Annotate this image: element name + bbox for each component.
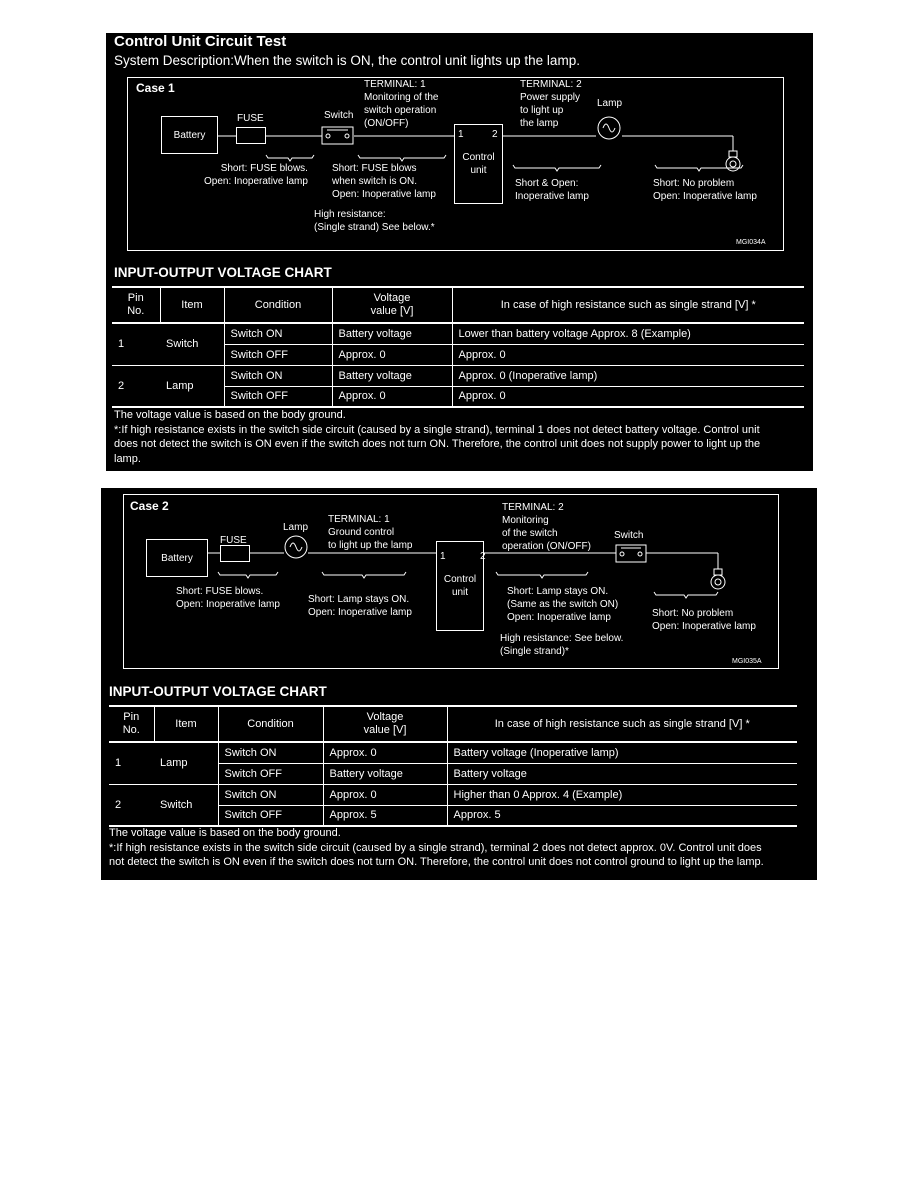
footnote-line: The voltage value is based on the body ground. [114, 409, 346, 421]
table-row [109, 784, 797, 805]
high-resistance-cell: Approx. 0 [452, 344, 804, 365]
case2-panel [101, 488, 817, 880]
fuse-label: FUSE [237, 113, 264, 124]
item-cell: Lamp [154, 742, 218, 784]
mid-note [507, 585, 618, 624]
case2-diagram [123, 494, 779, 669]
high-resistance-line: (Single strand)* [500, 646, 569, 657]
lamp-label: Lamp [283, 522, 309, 533]
page-title: Control Unit Circuit Test [114, 33, 287, 50]
high-resistance-cell: Approx. 5 [447, 805, 797, 826]
header-condition: Condition [224, 287, 332, 323]
mid-note-line: Short & Open: [515, 178, 579, 189]
control-unit-label: Control [462, 152, 495, 163]
footnote-line: lamp. [114, 452, 141, 465]
terminal1-line: TERMINAL: 1 [364, 79, 426, 90]
pin-cell: 1 [109, 742, 154, 784]
switch-note-line: when switch is ON. [332, 176, 418, 187]
switch-label: Switch [324, 110, 354, 121]
terminal1-block [364, 78, 439, 130]
case1-diagram [127, 77, 784, 251]
fuse-note-line: Short: FUSE blows. [176, 586, 264, 597]
high-resistance-note [500, 632, 623, 658]
pin-cell: 2 [112, 365, 160, 407]
mid-note-line: Short: Lamp stays ON. [507, 586, 609, 597]
control-unit-label: unit [470, 165, 487, 176]
footnote-line: *:If high resistance exists in the switch side circuit (caused by a single strand), terminal 1 does not detect battery voltage. Control unit [114, 423, 760, 436]
high-resistance-line: (Single strand) See below.* [314, 222, 435, 233]
terminal2-line: TERMINAL: 2 [502, 502, 564, 513]
voltage-cell: Battery voltage [332, 365, 452, 386]
pin-1-label: 1 [458, 129, 464, 140]
pin-cell: 2 [109, 784, 154, 826]
switch-label: Switch [614, 530, 644, 541]
lamp-note-line: Open: Inoperative lamp [308, 607, 412, 618]
terminal1-line: Ground control [328, 527, 395, 538]
battery-box: Battery [146, 539, 208, 577]
right-note-line: Short: No problem [652, 608, 734, 619]
fuse-symbol [220, 545, 250, 562]
control-unit-label: unit [451, 587, 469, 598]
header-pin: Pin No. [109, 706, 154, 742]
condition-cell: Switch ON [224, 323, 332, 344]
voltage-cell: Approx. 0 [332, 386, 452, 407]
lamp-note-line: Short: Lamp stays ON. [308, 594, 410, 605]
figure-code: MGI035A [732, 658, 762, 665]
terminal2-block [520, 78, 582, 130]
case2-footnote [109, 826, 809, 870]
table-row [112, 323, 804, 344]
header-high-resistance: In case of high resistance such as single strand [V] * [447, 706, 797, 742]
chart-heading: INPUT-OUTPUT VOLTAGE CHART [114, 265, 332, 280]
lamp-label: Lamp [597, 98, 623, 109]
battery-box: Battery [161, 116, 218, 154]
terminal1-line: TERMINAL: 1 [328, 514, 390, 525]
system-description: System Description:When the switch is ON, the control unit lights up the lamp. [114, 53, 580, 68]
mid-note-line: Inoperative lamp [515, 191, 589, 202]
high-resistance-cell: Battery voltage [447, 763, 797, 784]
header-pin: Pin No. [112, 287, 160, 323]
voltage-cell: Approx. 0 [323, 742, 447, 763]
fuse-note-line: Open: Inoperative lamp [176, 599, 280, 610]
condition-cell: Switch OFF [218, 805, 323, 826]
header-high-resistance: In case of high resistance such as single strand [V] * [452, 287, 804, 323]
voltage-chart-table [112, 286, 804, 408]
table-header-row [112, 287, 804, 323]
footnote-line: not detect the switch is ON even if the switch does not turn ON. Therefore, the control unit does not control ground to light up the lamp. [109, 856, 764, 868]
condition-cell: Switch OFF [224, 386, 332, 407]
case1-panel [106, 33, 813, 471]
terminal1-line: Monitoring of the [364, 92, 439, 103]
switch-note-line: Open: Inoperative lamp [332, 189, 436, 200]
case1-label: Case 1 [136, 81, 175, 95]
fuse-note [176, 585, 280, 611]
fuse-note-line: Short: FUSE blows. [220, 163, 308, 174]
header-item: Item [160, 287, 224, 323]
terminal1-line: (ON/OFF) [364, 118, 409, 129]
high-resistance-cell: Battery voltage (Inoperative lamp) [447, 742, 797, 763]
footnote-line: The voltage value is based on the body ground. [109, 827, 341, 839]
high-resistance-cell: Approx. 0 [452, 386, 804, 407]
pin-2-label: 2 [492, 129, 498, 140]
pin-1-label: 1 [440, 551, 446, 562]
pin-cell: 1 [112, 323, 160, 365]
voltage-cell: Battery voltage [332, 323, 452, 344]
table-row [112, 365, 804, 386]
figure-code: MGI034A [736, 239, 766, 246]
condition-cell: Switch OFF [218, 763, 323, 784]
fuse-note [204, 162, 308, 188]
high-resistance-line: High resistance: See below. [500, 633, 624, 644]
terminal2-line: Monitoring [502, 515, 549, 526]
fuse-note-line: Open: Inoperative lamp [204, 176, 308, 187]
switch-note [332, 162, 436, 201]
header-condition: Condition [218, 706, 323, 742]
right-note-line: Open: Inoperative lamp [653, 191, 757, 202]
case2-label: Case 2 [130, 499, 169, 513]
terminal1-block [328, 513, 413, 552]
condition-cell: Switch ON [218, 742, 323, 763]
condition-cell: Switch ON [224, 365, 332, 386]
footnote-line: *:If high resistance exists in the switch side circuit (caused by a single strand), terminal 2 does not detect approx. 0V. Control unit does [109, 841, 762, 854]
mid-note-line: Open: Inoperative lamp [507, 612, 611, 623]
condition-cell: Switch OFF [224, 344, 332, 365]
terminal1-line: switch operation [364, 105, 437, 116]
high-resistance-note [314, 208, 435, 234]
case1-footnote [114, 408, 809, 466]
switch-note-line: Short: FUSE blows [332, 163, 417, 174]
item-cell: Lamp [160, 365, 224, 407]
header-item: Item [154, 706, 218, 742]
high-resistance-cell: Higher than 0 Approx. 4 (Example) [447, 784, 797, 805]
voltage-cell: Battery voltage [323, 763, 447, 784]
control-unit-label: Control [443, 574, 477, 585]
right-note [653, 177, 757, 203]
terminal2-line: TERMINAL: 2 [520, 79, 582, 90]
right-note-line: Short: No problem [653, 178, 735, 189]
table-header-row [109, 706, 797, 742]
high-resistance-cell: Lower than battery voltage Approx. 8 (Example) [452, 323, 804, 344]
header-voltage: Voltage value [V] [332, 287, 452, 323]
terminal2-line: operation (ON/OFF) [502, 541, 591, 552]
footnote-line: does not detect the switch is ON even if the switch does not turn ON. Therefore, the control unit does not supply power to light up the [114, 438, 761, 450]
high-resistance-line: High resistance: [314, 209, 386, 220]
header-voltage: Voltage value [V] [323, 706, 447, 742]
high-resistance-cell: Approx. 0 (Inoperative lamp) [452, 365, 804, 386]
item-cell: Switch [154, 784, 218, 826]
terminal2-line: to light up [520, 105, 564, 116]
right-note [652, 607, 756, 633]
condition-cell: Switch ON [218, 784, 323, 805]
lamp-note [308, 593, 412, 619]
voltage-cell: Approx. 0 [332, 344, 452, 365]
pin-2-label: 2 [480, 551, 486, 562]
voltage-cell: Approx. 0 [323, 784, 447, 805]
item-cell: Switch [160, 323, 224, 365]
chart-heading: INPUT-OUTPUT VOLTAGE CHART [109, 684, 327, 699]
table-row [109, 742, 797, 763]
mid-note-line: (Same as the switch ON) [507, 599, 619, 610]
voltage-chart-table [109, 705, 797, 827]
terminal2-line: of the switch [502, 528, 558, 539]
voltage-cell: Approx. 5 [323, 805, 447, 826]
fuse-symbol [236, 127, 266, 144]
mid-note [515, 177, 589, 203]
terminal2-line: Power supply [520, 92, 581, 103]
terminal2-block [502, 501, 591, 553]
right-note-line: Open: Inoperative lamp [652, 621, 756, 632]
fuse-label: FUSE [220, 535, 247, 546]
terminal1-line: to light up the lamp [328, 540, 413, 551]
terminal2-line: the lamp [520, 118, 559, 129]
